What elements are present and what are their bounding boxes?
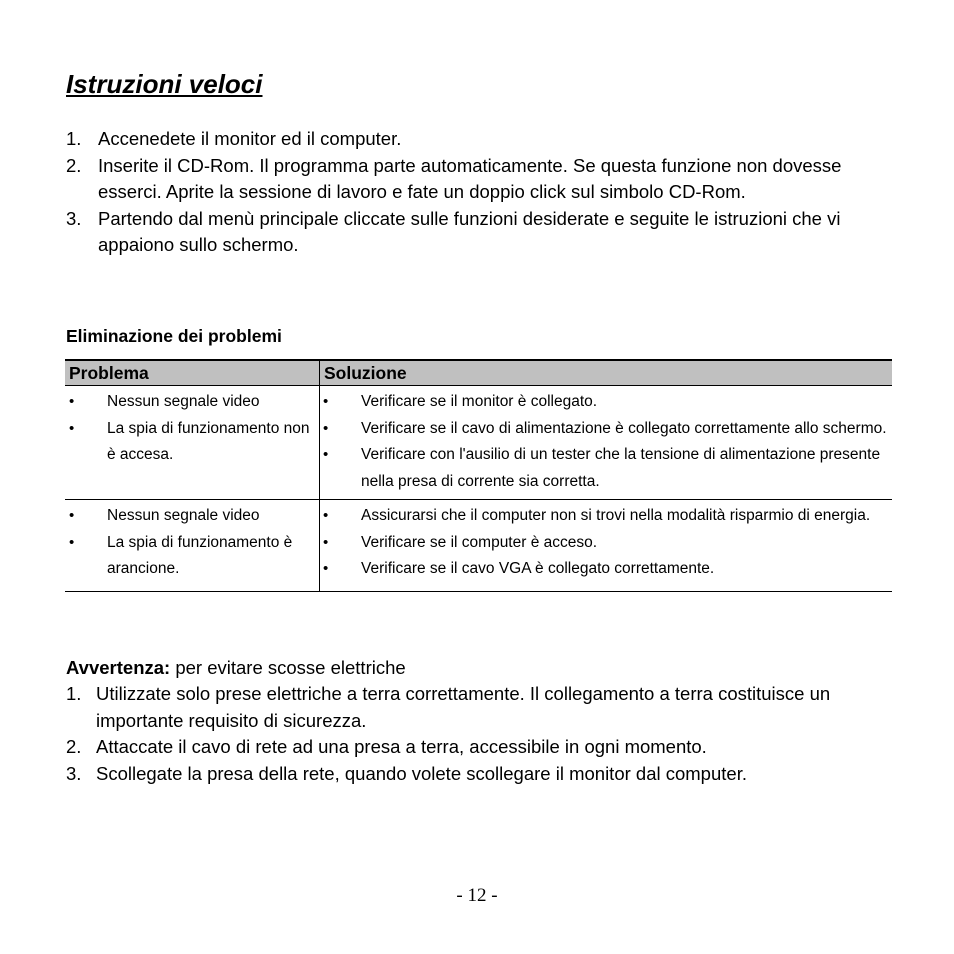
solution-text: Verificare se il monitor è collegato. — [361, 393, 598, 410]
list-item — [65, 416, 319, 469]
bullet-icon: • — [323, 446, 329, 463]
note-number: 1. — [66, 683, 82, 704]
note-number: 2. — [66, 736, 82, 757]
note-number: 3. — [66, 762, 82, 784]
safety-notes-list — [66, 681, 896, 787]
list-item — [66, 126, 896, 153]
quick-steps-list — [66, 126, 896, 259]
page-title: Istruzioni veloci — [66, 69, 263, 99]
bullet-icon: • — [323, 507, 329, 524]
list-item — [320, 442, 892, 495]
list-item — [66, 761, 896, 788]
troubleshooting-table — [65, 359, 892, 592]
problem-text: La spia di funzionamento non è accesa. — [107, 419, 310, 463]
note-text: Scollegate la presa della rete, quando volete scollegare il monitor dal computer. — [96, 762, 747, 784]
list-item — [65, 530, 319, 583]
list-item — [320, 416, 892, 443]
bullet-icon: • — [323, 533, 329, 551]
problem-text: Nessun segnale video — [107, 393, 260, 410]
solution-text: Assicurarsi che il computer non si trovi nella modalità risparmio di energia. — [361, 507, 871, 524]
bullet-icon: • — [323, 560, 329, 577]
list-item — [65, 503, 319, 530]
list-item — [66, 153, 896, 206]
table-row — [65, 500, 892, 592]
note-text: Attaccate il cavo di rete ad una presa a terra, accessibile in ogni momento. — [96, 736, 707, 757]
solution-text: Verificare se il cavo VGA è collegato correttamente. — [361, 560, 715, 577]
problem-column-header: Problema — [65, 360, 320, 386]
list-item — [320, 503, 892, 530]
page-number: - 12 - — [456, 885, 498, 906]
solution-text: Verificare se il cavo di alimentazione è collegato correttamente allo schermo. — [361, 419, 887, 437]
problem-cell — [65, 386, 320, 500]
warning-label: Avvertenza: — [66, 657, 171, 678]
step-number: 3. — [66, 207, 82, 229]
list-item — [66, 734, 896, 761]
problem-cell — [65, 500, 320, 592]
solution-cell — [320, 500, 893, 592]
list-item — [320, 530, 892, 557]
bullet-icon: • — [323, 419, 329, 437]
step-number: 2. — [66, 154, 82, 176]
step-text: Inserite il CD-Rom. Il programma parte automaticamente. Se questa funzione non dovesse esserci. Aprite la sessione di lavoro e fate un doppio click sul simbolo CD-Rom. — [98, 154, 842, 202]
problem-text: La spia di funzionamento è arancione. — [107, 533, 293, 577]
solution-cell — [320, 386, 893, 500]
bullet-icon: • — [69, 419, 75, 437]
troubleshooting-heading: Eliminazione dei problemi — [66, 326, 282, 346]
step-text: Accenedete il monitor ed il computer. — [98, 128, 402, 149]
warning-text: per evitare scosse elettriche — [170, 657, 406, 678]
bullet-icon: • — [69, 507, 75, 524]
bullet-icon: • — [323, 393, 329, 410]
list-item — [65, 389, 319, 416]
list-item — [66, 681, 896, 734]
step-text: Partendo dal menù principale cliccate sulle funzioni desiderate e seguite le istruzioni che vi appaiono sullo schermo. — [98, 207, 841, 255]
problem-text: Nessun segnale video — [107, 507, 260, 524]
list-item — [320, 389, 892, 416]
bullet-icon: • — [69, 533, 75, 551]
warning-line — [66, 655, 406, 682]
bullet-icon: • — [69, 393, 75, 410]
list-item — [320, 556, 892, 583]
list-item — [66, 206, 896, 259]
table-header-row — [65, 360, 892, 386]
solution-column-header: Soluzione — [320, 360, 893, 386]
table-row — [65, 386, 892, 500]
solution-text: Verificare se il computer è acceso. — [361, 533, 598, 551]
solution-text: Verificare con l'ausilio di un tester che la tensione di alimentazione presente nella presa di corrente sia corretta. — [361, 446, 881, 490]
step-number: 1. — [66, 128, 82, 149]
note-text: Utilizzate solo prese elettriche a terra correttamente. Il collegamento a terra costituisce un importante requisito di sicurezza. — [96, 683, 831, 731]
